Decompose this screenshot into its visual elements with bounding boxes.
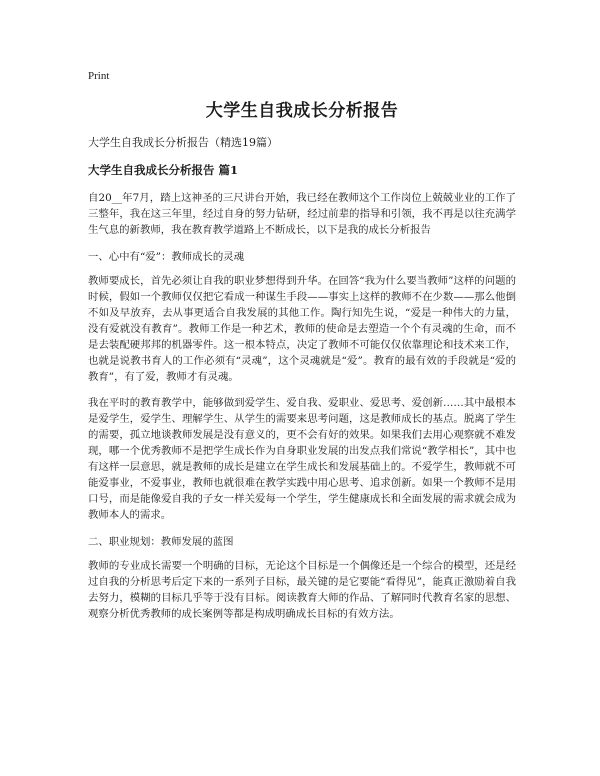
paragraph-1: 教师要成长，首先必须让自我的职业梦想得到升华。在回答“我为什么要当教师”这样的问题的时候，假如一个教师仅仅把它看成一种谋生手段——事实上这样的教师不在少数——那么他倒不如及早放弃，去从事更适合自我发展的其他工作。陶行知先生说，“爱是一种伟大的力量，没有爱就没有教育”。教师工作是一种艺术，教师的使命是去塑造一个个有灵魂的生命，而不是去装配硬邦邦的机器零件。这一根本特点，决定了教师不可能仅仅依靠理论和技术来工作，也就是说教书育人的工作必须有“灵魂”，这个灵魂就是“爱”。教育的最有效的手段就是“爱的教育”，有了爱，教师才有灵魂。 (88, 275, 516, 383)
document-page (88, 70, 516, 632)
heading-career-plan: 二、职业规划：教师发展的蓝图 (88, 536, 234, 548)
document-title: 大学生自我成长分析报告 (205, 101, 399, 121)
print-label: Print (88, 70, 110, 82)
paragraph-3: 教师的专业成长需要一个明确的目标，无论这个目标是一个偶像还是一个综合的模型，还是经过自我的分析思考后定下来的一系列子目标，最关键的是它要能“看得见”，能真正激励着自我去努力，模糊的目标几乎等于没有目标。阅读教育大师的作品、了解同时代教育名家的思想、观察分析优秀教师的成长案例等都是构成明确成长目标的有效方法。 (88, 560, 516, 620)
paragraph-2: 我在平时的教育教学中，能够做到爱学生、爱自我、爱职业、爱思考、爱创新……其中最根本是爱学生，爱学生、理解学生、从学生的需要来思考问题，这是教师成长的基点。脱离了学生的需要，孤立地谈教师发展是没有意义的，更不会有好的效果。如果我们去用心观察就不难发现，哪一个优秀教师不是把学生成长作为自身职业发展的出发点我们常说“教学相长”，其中也有这样一层意思，就是教师的成长是建立在学生成长和发展基础上的。不爱学生，教师就不可能爱事业，不爱事业，教师也就很难在教学实践中用心思考、追求创新。如果一个教师不是用口号，而是能像爱自我的子女一样关爱每一个学生，学生健康成长和全面发展的需求就会成为教师本人的需求。 (88, 397, 516, 521)
section-heading: 大学生自我成长分析报告 篇1 (88, 163, 239, 177)
document-subtitle: 大学生自我成长分析报告（精选19篇） (88, 136, 278, 149)
intro-paragraph: 自20__年7月，踏上这神圣的三尺讲台开始，我已经在教师这个工作岗位上兢兢业业的工作了三整年，我在这三年里，经过自身的努力钻研，经过前辈的指导和引领，我不再是以往充满学生气息的新教师，我在教育教学道路上不断成长，以下是我的成长分析报告 (88, 192, 516, 236)
heading-love: 一、心中有“爱”：教师成长的灵魂 (88, 251, 245, 263)
